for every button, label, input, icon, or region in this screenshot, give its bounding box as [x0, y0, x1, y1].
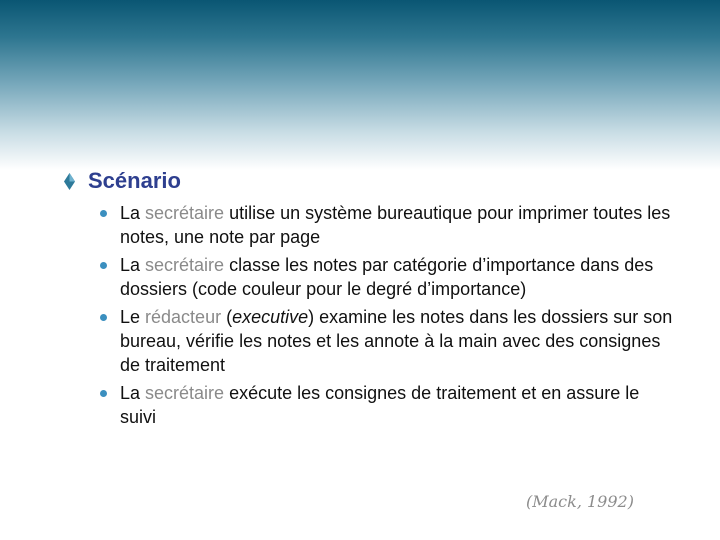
dot-bullet-icon [100, 390, 107, 397]
bullet-item [100, 253, 680, 301]
role-term: rédacteur [145, 307, 222, 327]
bullet-list [100, 201, 680, 433]
bullet-text: La [120, 255, 146, 275]
emphasized-term: executive [232, 307, 309, 327]
bullet-text: exécute les consignes de traitement et en assure le suivi [120, 383, 640, 427]
bullet-text: La [120, 383, 146, 403]
bullet-text: ) examine les notes dans les dossiers sur son bureau, vérifie les notes et les annote à la main avec des consignes de traitement [120, 307, 673, 375]
bullet-text: utilise un système bureautique pour imprimer toutes les notes, une note par page [120, 203, 671, 247]
bullet-text: classe les notes par catégorie d’importance dans des dossiers (code couleur pour le degré d’importance) [120, 255, 654, 299]
role-term: secrétaire [145, 383, 225, 403]
dot-bullet-icon [100, 262, 107, 269]
bullet-text: Le [120, 307, 146, 327]
heading-title: Scénario [88, 168, 181, 193]
header-gradient-band [0, 0, 720, 170]
bullet-item [100, 381, 680, 429]
dot-bullet-icon [100, 210, 107, 217]
bullet-item [100, 305, 680, 377]
citation: (Mack, 1992) [526, 492, 634, 511]
bullet-item [100, 201, 680, 249]
slide-heading [64, 168, 181, 194]
role-term: secrétaire [145, 255, 225, 275]
bullet-text: La [120, 203, 146, 223]
diamond-bullet-icon [64, 173, 75, 190]
dot-bullet-icon [100, 314, 107, 321]
role-term: secrétaire [145, 203, 225, 223]
bullet-text: ( [221, 307, 233, 327]
